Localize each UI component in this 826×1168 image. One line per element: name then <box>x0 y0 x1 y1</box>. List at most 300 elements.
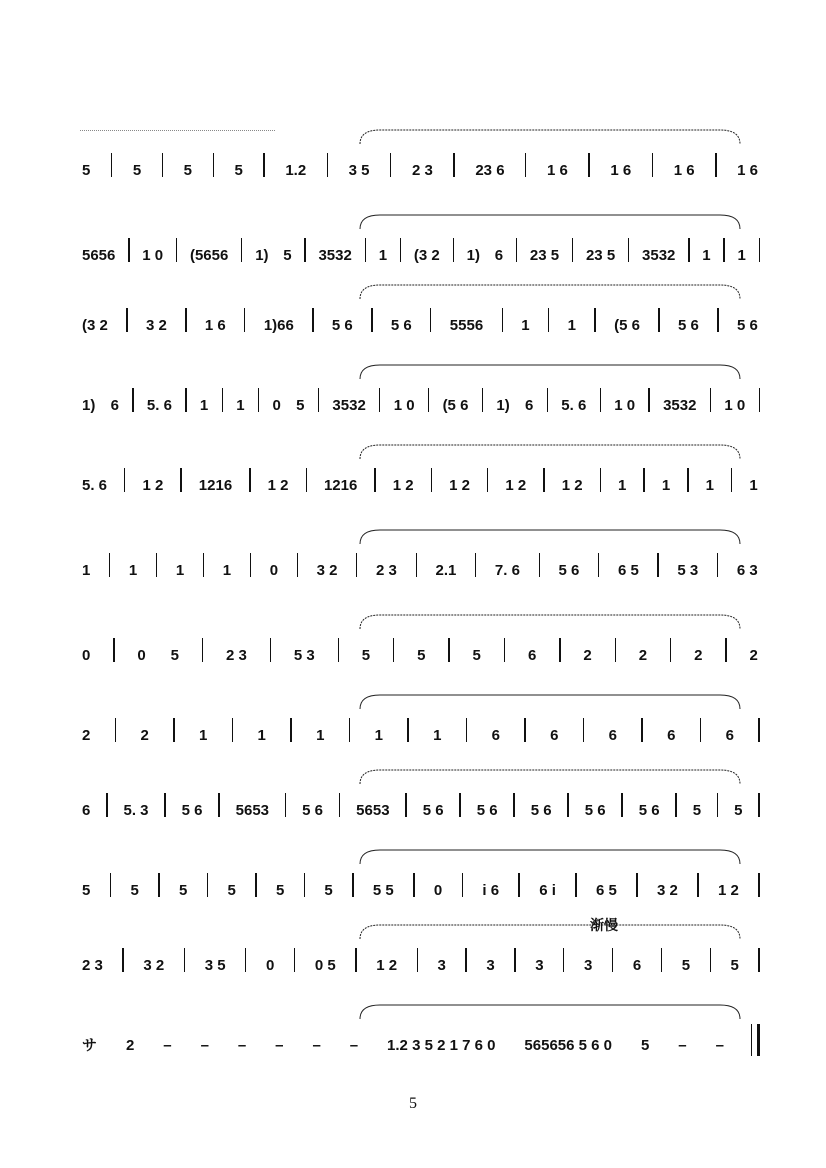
note-group: 3 2 <box>316 562 338 579</box>
barline <box>371 308 372 332</box>
barline <box>218 793 219 817</box>
note-group: 6 <box>608 727 617 744</box>
note-group: 1 <box>661 477 671 494</box>
note-group: 1) <box>496 397 510 414</box>
staff-row <box>80 1015 760 1055</box>
note-group: 1 2 <box>376 957 398 974</box>
barline <box>600 388 601 412</box>
barline <box>588 153 589 177</box>
note-group: 3 <box>584 957 593 974</box>
barline <box>106 793 107 817</box>
note-group: 2 <box>583 647 592 664</box>
staff-row <box>80 935 760 975</box>
barline <box>270 638 271 662</box>
staff-row <box>80 625 760 665</box>
note-group: 1 <box>433 727 442 744</box>
note-group: 3 <box>437 957 446 974</box>
note-group: 2 <box>125 1037 135 1054</box>
barline <box>128 238 129 262</box>
note-group: 3 <box>486 957 495 974</box>
note-group: 1 2 <box>392 477 414 494</box>
note-group: 5 6 <box>736 317 758 334</box>
note-group: 1 <box>257 727 266 744</box>
note-group: 2 3 <box>82 957 103 974</box>
staff-row <box>80 455 760 495</box>
barline <box>516 238 517 262</box>
note-group: – <box>312 1037 321 1054</box>
note-group: (5656 <box>189 247 229 264</box>
barline <box>600 468 601 492</box>
barline <box>109 553 110 577</box>
barline <box>304 238 305 262</box>
barline <box>416 553 417 577</box>
barline <box>525 153 526 177</box>
barline <box>475 553 476 577</box>
note-group: – <box>200 1037 209 1054</box>
note-group: 1) <box>466 247 480 264</box>
note-group: 5. 3 <box>123 802 149 819</box>
note-group: (3 2 <box>82 317 108 334</box>
barline <box>400 238 401 262</box>
barline <box>413 873 414 897</box>
note-group: 1 <box>705 477 714 494</box>
note-group: 5 <box>130 882 139 899</box>
barline <box>524 718 525 742</box>
tempo-mark: 渐慢 <box>590 918 618 934</box>
barline <box>318 388 319 412</box>
note-group: 5 <box>183 162 192 179</box>
note-group: 5 <box>132 162 142 179</box>
note-group: 6 i <box>539 882 556 899</box>
barline <box>658 308 659 332</box>
barline <box>241 238 242 262</box>
final-barline <box>751 1024 760 1056</box>
note-group: – <box>349 1037 359 1054</box>
note-group: 1)66 <box>263 317 294 334</box>
note-group: 1 0 <box>614 397 636 414</box>
note-group: 5 5 <box>372 882 394 899</box>
note-group: – <box>678 1037 687 1054</box>
barline <box>365 238 366 262</box>
note-group: 6 <box>494 247 504 264</box>
barline <box>306 468 307 492</box>
note-group: 5. 6 <box>82 477 108 494</box>
barline <box>717 793 718 817</box>
barline <box>158 873 159 897</box>
barline <box>514 948 515 972</box>
note-group: 1) <box>255 247 269 264</box>
barline <box>352 873 353 897</box>
note-group: 5 <box>681 957 691 974</box>
note-group: 5 6 <box>530 802 552 819</box>
note-group: 5 6 <box>181 802 203 819</box>
note-group: 6 <box>527 647 537 664</box>
barline <box>110 873 111 897</box>
barline <box>759 238 760 262</box>
note-group: 5 <box>227 882 236 899</box>
barline <box>294 948 295 972</box>
note-group: 1 <box>378 247 388 264</box>
barline <box>652 153 653 177</box>
barline <box>731 468 732 492</box>
barline <box>213 153 214 177</box>
note-group: 0 <box>137 647 146 664</box>
note-group: 3 2 <box>143 957 165 974</box>
note-group: – <box>715 1037 724 1054</box>
barline <box>156 553 157 577</box>
note-group: 5 <box>361 647 371 664</box>
note-group: 6 <box>82 802 91 819</box>
barline <box>548 308 549 332</box>
note-group: 1.2 3 5 2 1 7 6 0 <box>387 1037 496 1054</box>
note-group: – <box>237 1037 247 1054</box>
barline <box>111 153 112 177</box>
note-group: 6 <box>667 727 676 744</box>
note-group: 1 <box>702 247 711 264</box>
note-group: 0 5 <box>314 957 336 974</box>
barline <box>715 153 716 177</box>
note-group: 3 <box>535 957 544 974</box>
barline <box>203 553 204 577</box>
barline <box>126 308 127 332</box>
note-group: – <box>275 1037 284 1054</box>
barline <box>697 873 698 897</box>
note-group: 1 2 <box>718 882 739 899</box>
note-group: 5 6 <box>331 317 353 334</box>
barline <box>115 718 116 742</box>
barline <box>723 238 724 262</box>
note-group: (3 2 <box>413 247 440 264</box>
note-group: 2 <box>638 647 648 664</box>
note-group: 1216 <box>198 477 233 494</box>
barline <box>448 638 449 662</box>
barline <box>327 153 328 177</box>
note-group: 1 <box>82 562 91 579</box>
note-group: 5 6 <box>584 802 606 819</box>
barline <box>339 793 340 817</box>
barline <box>405 793 406 817</box>
note-group: 1 <box>128 562 138 579</box>
barline <box>113 638 114 662</box>
barline <box>758 873 759 897</box>
barline <box>356 553 357 577</box>
barline <box>185 308 186 332</box>
barline <box>621 793 622 817</box>
note-group: 0 <box>433 882 443 899</box>
barline <box>374 468 375 492</box>
note-group: 1 2 <box>505 477 527 494</box>
note-group: 1 <box>199 397 209 414</box>
barline <box>185 388 186 412</box>
note-group: 5 <box>296 397 305 414</box>
barline <box>173 718 174 742</box>
barline <box>518 873 519 897</box>
note-group: 2 3 <box>376 562 397 579</box>
barline <box>285 793 286 817</box>
barline <box>164 793 165 817</box>
note-group: 565656 5 6 0 <box>524 1037 613 1054</box>
note-group: 1 <box>175 562 185 579</box>
note-group: 1 6 <box>673 162 695 179</box>
barline <box>717 308 718 332</box>
note-group: 1 6 <box>610 162 632 179</box>
note-group: (5 6 <box>442 397 469 414</box>
note-group: 5. 6 <box>561 397 587 414</box>
note-group: 5 3 <box>293 647 315 664</box>
barline <box>349 718 350 742</box>
note-group: 1 2 <box>449 477 470 494</box>
note-group: 3 5 <box>348 162 370 179</box>
barline <box>355 948 356 972</box>
note-group: サ <box>82 1037 98 1054</box>
note-group: 1 <box>222 562 232 579</box>
note-group: 5556 <box>449 317 484 334</box>
note-group: i 6 <box>482 882 500 899</box>
note-group: 1 <box>737 247 746 264</box>
barline <box>453 153 454 177</box>
barline <box>688 238 689 262</box>
barline <box>122 948 123 972</box>
staff-row <box>80 225 760 265</box>
note-group: 0 <box>266 957 275 974</box>
note-group: 2 <box>694 647 703 664</box>
barline <box>661 948 662 972</box>
note-group: 1 <box>618 477 627 494</box>
note-group: 6 <box>110 397 119 414</box>
barline <box>563 948 564 972</box>
barline <box>417 948 418 972</box>
note-group: 1 0 <box>393 397 415 414</box>
note-group: 5 6 <box>390 317 412 334</box>
barline <box>379 388 380 412</box>
note-group: 5 <box>324 882 333 899</box>
note-group: 1 0 <box>142 247 164 264</box>
note-group: 5 <box>692 802 702 819</box>
barline <box>758 718 759 742</box>
note-group: 3532 <box>318 247 352 264</box>
barline <box>304 873 305 897</box>
staff-row <box>80 860 760 900</box>
note-group: 5 <box>82 162 91 179</box>
barline <box>648 388 649 412</box>
barline <box>575 873 576 897</box>
staff-row <box>80 140 760 180</box>
note-group: 5 6 <box>302 802 324 819</box>
barline <box>338 638 339 662</box>
note-group: 1 <box>316 727 325 744</box>
note-group: 5 <box>275 882 285 899</box>
note-group: 6 <box>550 727 559 744</box>
note-group: 6 <box>491 727 500 744</box>
note-group: 3 5 <box>204 957 226 974</box>
note-group: 1) <box>82 397 96 414</box>
note-group: 5 6 <box>476 802 498 819</box>
barline <box>687 468 688 492</box>
note-group: 3 2 <box>145 317 167 334</box>
note-group: (5 6 <box>614 317 640 334</box>
barline <box>202 638 203 662</box>
note-group: 0 <box>272 397 281 414</box>
note-group: 2.1 <box>435 562 457 579</box>
note-group: 1216 <box>323 477 358 494</box>
note-group: 3 2 <box>657 882 678 899</box>
top-slur-line <box>80 130 275 131</box>
note-group: 1 6 <box>737 162 758 179</box>
barline <box>184 948 185 972</box>
barline <box>290 718 291 742</box>
note-group: 5 <box>82 882 91 899</box>
barline <box>250 553 251 577</box>
barline <box>249 468 250 492</box>
note-group: – <box>163 1037 172 1054</box>
barline <box>612 948 613 972</box>
page-number: 5 <box>409 1095 417 1112</box>
note-group: 6 <box>525 397 534 414</box>
note-group: 5 6 <box>422 802 444 819</box>
note-group: 5 <box>417 647 426 664</box>
barline <box>670 638 671 662</box>
note-group: 2 <box>749 647 758 664</box>
note-group: 0 <box>82 647 91 664</box>
note-group: 1 6 <box>547 162 568 179</box>
barline <box>245 948 246 972</box>
barline <box>407 718 408 742</box>
barline <box>641 718 642 742</box>
note-group: 5. 6 <box>146 397 172 414</box>
barline <box>180 468 181 492</box>
note-group: 1 <box>236 397 245 414</box>
staff-row <box>80 780 760 820</box>
barline <box>430 308 431 332</box>
barline <box>539 553 540 577</box>
staff-row <box>80 705 760 745</box>
barline <box>675 793 676 817</box>
barline <box>462 873 463 897</box>
barline <box>710 388 711 412</box>
barline <box>643 468 644 492</box>
note-group: 3532 <box>663 397 697 414</box>
note-group: 5 <box>734 802 743 819</box>
note-group: 6 5 <box>617 562 639 579</box>
note-group: 5653 <box>356 802 390 819</box>
barline <box>459 793 460 817</box>
barline <box>615 638 616 662</box>
note-group: 1 2 <box>561 477 583 494</box>
note-group: 0 <box>269 562 279 579</box>
barline <box>393 638 394 662</box>
note-group: 1 2 <box>142 477 164 494</box>
note-group: 6 <box>725 727 735 744</box>
barline <box>124 468 125 492</box>
barline <box>207 873 208 897</box>
barline <box>263 153 264 177</box>
barline <box>725 638 726 662</box>
barline <box>465 948 466 972</box>
note-group: 2 <box>140 727 149 744</box>
note-group: 5 6 <box>638 802 660 819</box>
barline <box>232 718 233 742</box>
note-group: 5 <box>283 247 292 264</box>
barline <box>504 638 505 662</box>
barline <box>598 553 599 577</box>
barline <box>162 153 163 177</box>
note-group: 5 3 <box>677 562 699 579</box>
note-group: 6 5 <box>596 882 617 899</box>
note-group: 1 0 <box>724 397 746 414</box>
barline <box>453 238 454 262</box>
note-group: 5653 <box>235 802 270 819</box>
barline <box>572 238 573 262</box>
barline <box>547 388 548 412</box>
note-group: 5 <box>170 647 179 664</box>
note-group: 6 3 <box>736 562 758 579</box>
barline <box>255 873 256 897</box>
note-group: 5 <box>472 647 481 664</box>
note-group: 3532 <box>332 397 366 414</box>
barline <box>559 638 560 662</box>
note-group: 1 <box>374 727 383 744</box>
barline <box>513 793 514 817</box>
barline <box>132 388 133 412</box>
note-group: 5 6 <box>678 317 699 334</box>
note-group: 5 <box>730 957 739 974</box>
barline <box>636 873 637 897</box>
note-group: 5 6 <box>558 562 580 579</box>
barline <box>567 793 568 817</box>
note-group: 1 <box>749 477 758 494</box>
barline <box>700 718 701 742</box>
barline <box>466 718 467 742</box>
note-group: 1 2 <box>267 477 289 494</box>
note-group: 1 <box>567 317 577 334</box>
barline <box>543 468 544 492</box>
note-group: 1 6 <box>204 317 226 334</box>
note-group: 7. 6 <box>494 562 520 579</box>
note-group: 2 3 <box>412 162 433 179</box>
note-group: 23 6 <box>475 162 505 179</box>
barline <box>759 388 760 412</box>
barline <box>594 308 595 332</box>
staff-row <box>80 540 760 580</box>
barline <box>176 238 177 262</box>
note-group: 1 <box>521 317 530 334</box>
barline <box>312 308 313 332</box>
barline <box>482 388 483 412</box>
staff-row <box>80 295 760 335</box>
note-group: 2 3 <box>225 647 247 664</box>
barline <box>717 553 718 577</box>
note-group: 5 <box>178 882 188 899</box>
note-group: 6 <box>632 957 642 974</box>
barline <box>244 308 245 332</box>
barline <box>758 948 759 972</box>
barline <box>297 553 298 577</box>
barline <box>431 468 432 492</box>
barline <box>428 388 429 412</box>
barline <box>657 553 658 577</box>
note-group: 5656 <box>82 247 116 264</box>
barline <box>628 238 629 262</box>
note-group: 23 5 <box>529 247 560 264</box>
note-group: 1.2 <box>285 162 307 179</box>
note-group: 5 <box>640 1037 650 1054</box>
barline <box>258 388 259 412</box>
note-group: 1 <box>199 727 208 744</box>
barline <box>222 388 223 412</box>
barline <box>487 468 488 492</box>
note-group: 2 <box>82 727 91 744</box>
note-group: 3532 <box>642 247 676 264</box>
